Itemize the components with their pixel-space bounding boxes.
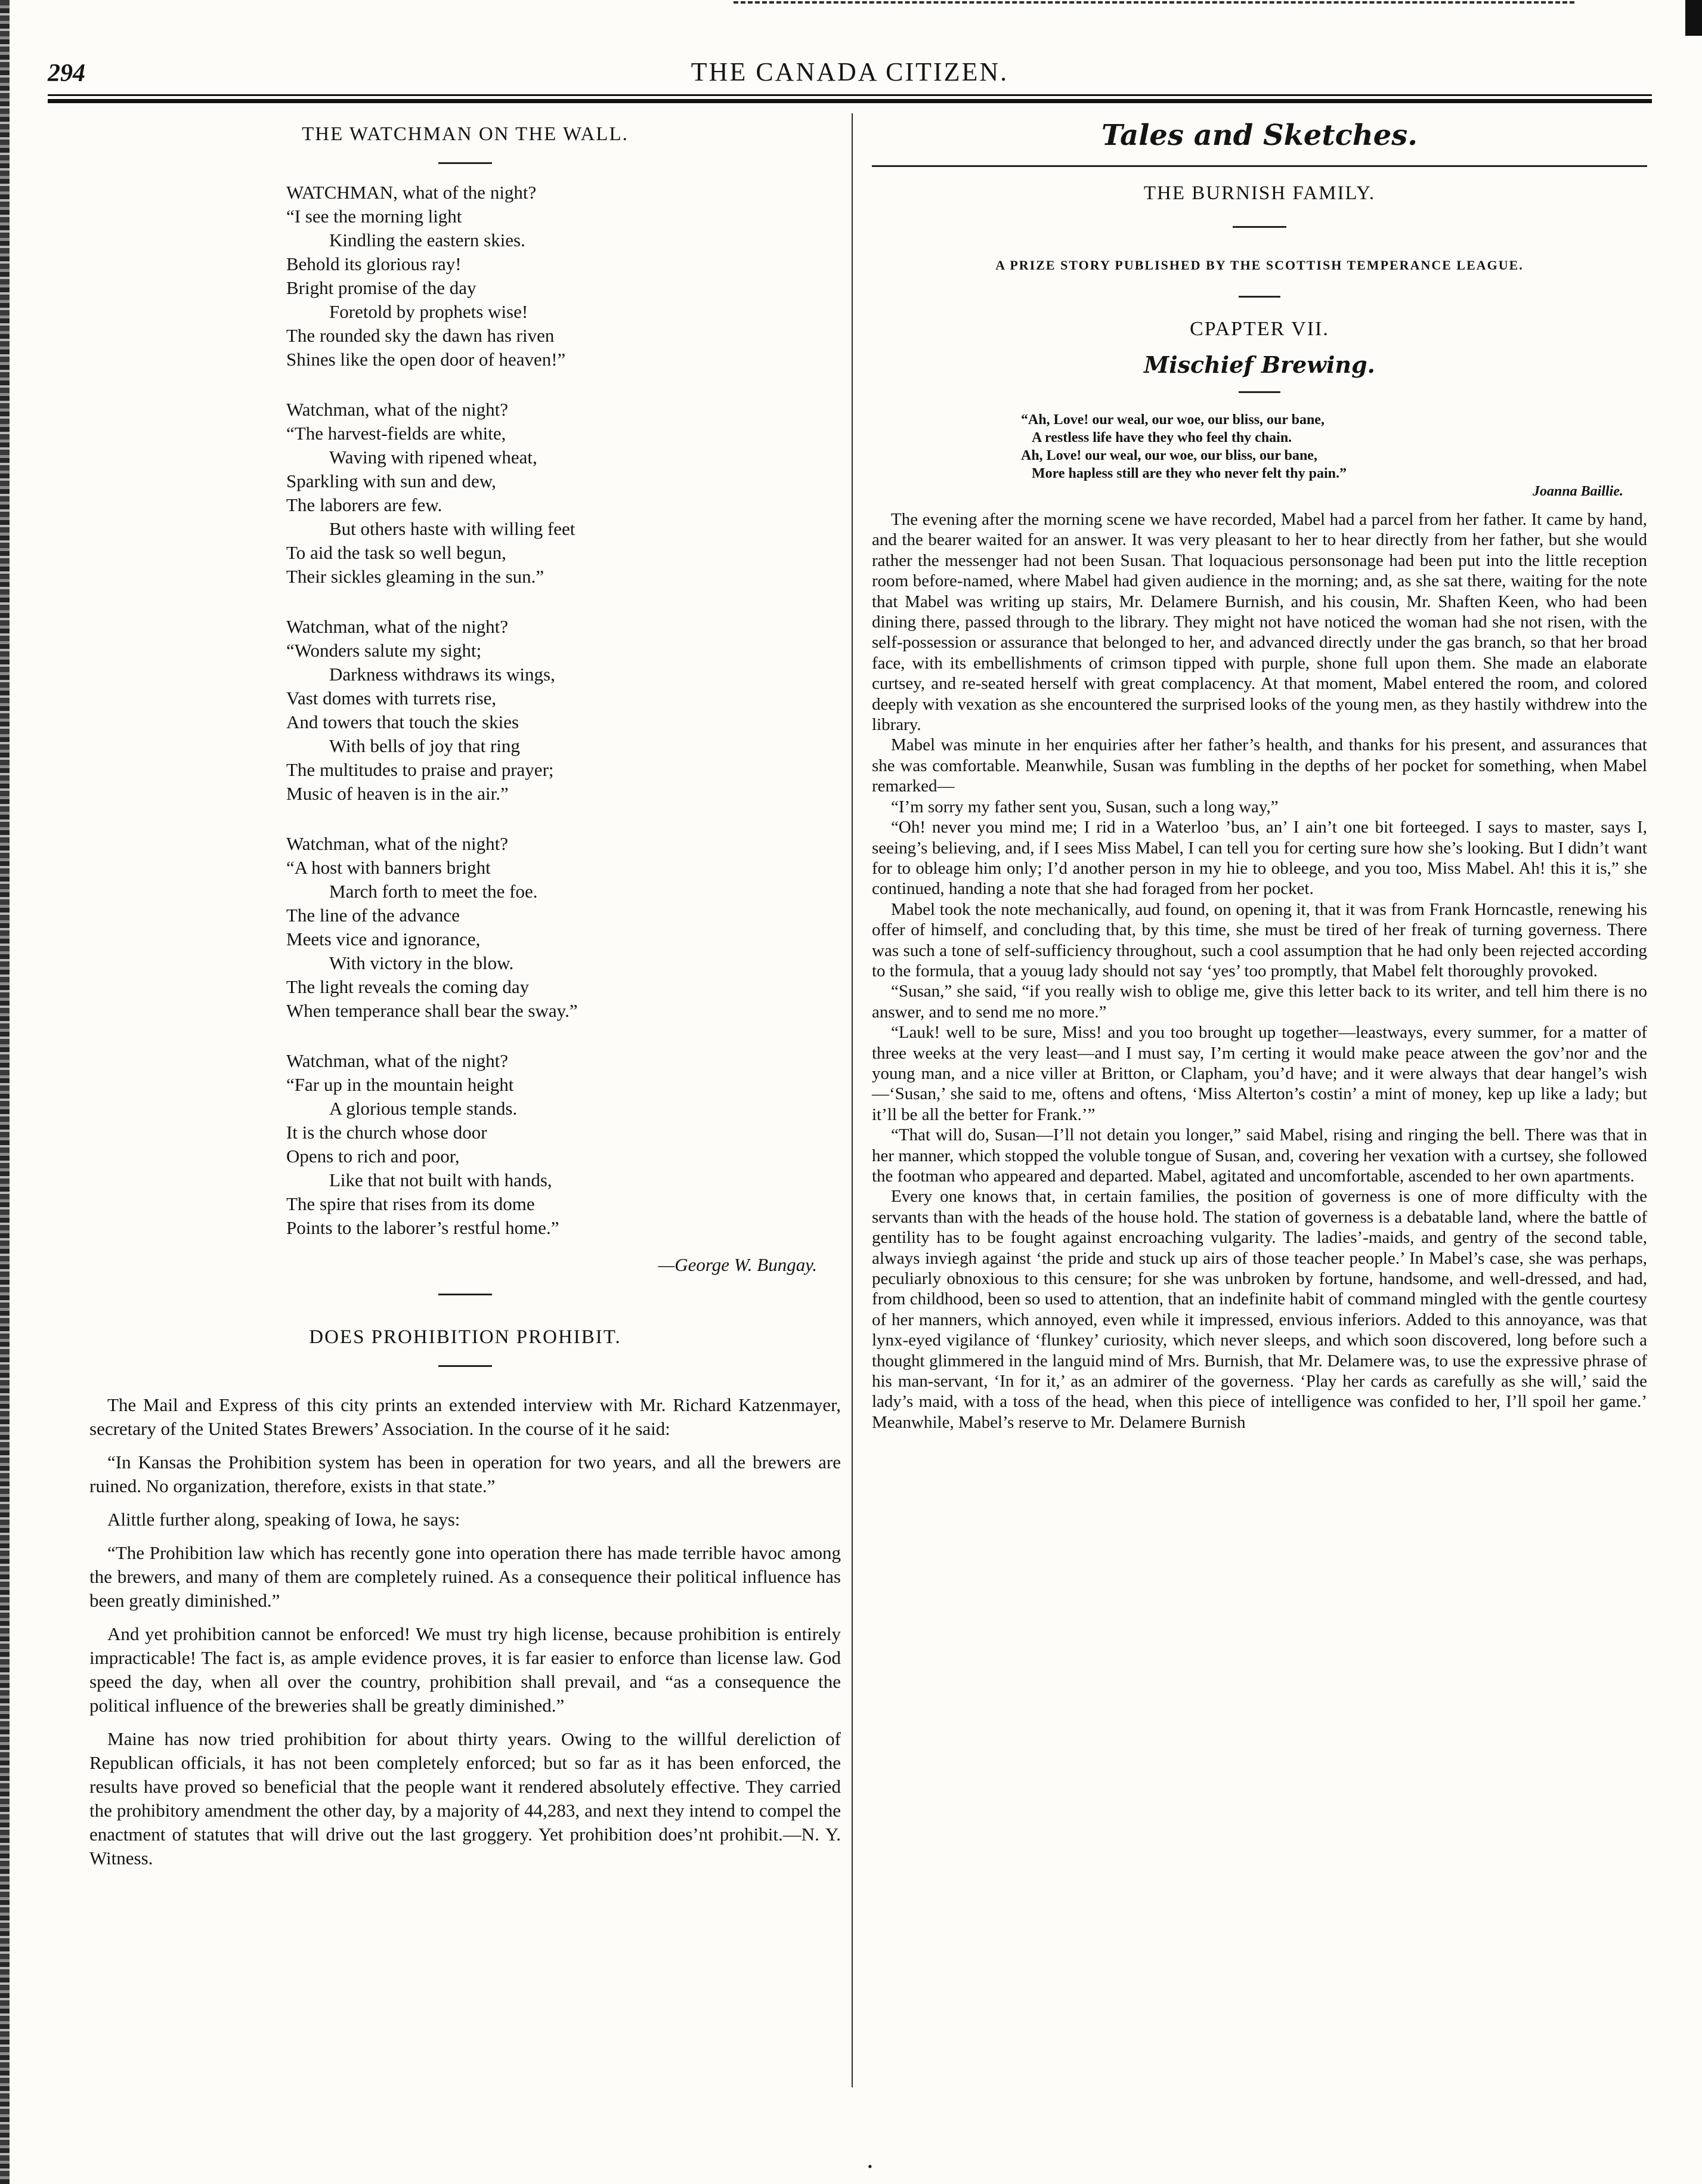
title-rule [438, 162, 492, 164]
poem-line: “I see the morning light [286, 206, 462, 227]
poem-line: The line of the advance [286, 905, 460, 926]
story-body [872, 509, 1647, 1433]
poem-line: Their sickles gleaming in the sun.” [286, 566, 544, 587]
epigraph-line: More hapless still are they who never felt thy pain.” [1032, 466, 1347, 481]
poem-line: Watchman, what of the night? [286, 616, 508, 637]
article-paragraph: Maine has now tried prohibition for about thirty years. Owing to the willful dereliction of Republican officials, it has not been completely enforced; but so far as it has been enforced, the results have proved so beneficial that the people want it rendered absolutely effective. They carried the prohibitory amendment the other day, by a majority of 44,283, and next they intend to compel the enactment of statutes that will drive out the last groggery. Yet prohibition does’nt prohibit.—N. Y. Witness. [89, 1728, 841, 1869]
poem-line: With bells of joy that ring [329, 735, 520, 756]
poem-line: Waving with ripened wheat, [329, 447, 537, 468]
poem-title: THE WATCHMAN ON THE WALL. [302, 123, 629, 145]
story-paragraph: Every one knows that, in certain families, the position of governess is one of more difficulty with the servants than with the heads of the house hold. The station of governess is a debatable land, where the battle of gentility has to be fought against encroaching vulgarity. The ladies’-maids, and gentry of the second table, always inviegh against ‘the pride and stuck up airs of those teacher people.’ In Mabel’s case, she was perhaps, peculiarly obnoxious to this censure; for she was unbroken by fortune, handsome, and well-dressed, and had, from childhood, been so used to attention, that an indefinite habit of command mingled with the gentle courtesy of her manners, which annoyed, even while it impressed, envious inferiors. Added to this annoyance, was that lynx-eyed vigilance of ‘flunkey’ curiosity, which never sleeps, and which soon discovered, long before such a thought glimmered in the languid mind of Mrs. Burnish, that Mr. Delamere was, to use the expressive phrase of his man-servant, ‘In for it,’ as an admirer of the governess. ‘Play her cards as carefully as she will,’ said the lady’s maid, with a toss of the head, when this piece of intelligence was confided to her, I’ll spoil her game.’ Meanwhile, Mabel’s reserve to Mr. Delamere Burnish [872, 1187, 1647, 1432]
article-paragraph: “The Prohibition law which has recently gone into operation there has made terrible havoc among the brewers, and many of them are completely ruined. As a consequence their political influence has been greatly diminished.” [89, 1542, 841, 1611]
poem-attribution: —George W. Bungay. [658, 1254, 817, 1275]
poem-line: Watchman, what of the night? [286, 1050, 508, 1071]
top-dashed-rule [734, 1, 1574, 6]
poem-line: The light reveals the coming day [286, 976, 530, 997]
poem-line: Sparkling with sun and dew, [286, 471, 496, 491]
poem-line: Watchman, what of the night? [286, 399, 508, 420]
story-paragraph: “Susan,” she said, “if you really wish to oblige me, give this letter back to its writer, and tell him there is no answer, and to send me no more.” [872, 982, 1647, 1022]
poem-line: “The harvest-fields are white, [286, 423, 506, 444]
poem-line: Opens to rich and poor, [286, 1146, 460, 1167]
poem-stanza [286, 398, 841, 589]
left-column [89, 116, 841, 1880]
poem-line: The spire that rises from its dome [286, 1193, 535, 1214]
story-paragraph: “Oh! never you mind me; I rid in a Waterloo ’bus, an’ I ain’t one bit forteeged. I says to master, says I, seeing’s believing, and, if I sees Miss Mabel, I can tell you for certing sure how she’s looking. But I didn’t want for to obleage him only; I’d another person in my hie to obleege, and you too, Miss Mabel. Ah! this it is,” she continued, handing a note that she had foraged from her pocket. [872, 818, 1647, 899]
poem-line: Meets vice and ignorance, [286, 929, 481, 949]
chapter-number: CPAPTER VII. [1190, 318, 1329, 340]
poem-line: With victory in the blow. [329, 952, 514, 973]
article-paragraph: And yet prohibition cannot be enforced! We must try high license, because prohibition is entirely impracticable! The fact is, as ample evidence proves, it is far easier to enforce than license law. God speed the day, when all over the country, prohibition shall prevail, and “as a consequence the political influence of the breweries shall be greatly diminished.” [89, 1623, 841, 1716]
poem-line: Bright promise of the day [286, 277, 476, 298]
poem-stanza [286, 832, 841, 1023]
poem-line: Watchman, what of the night? [286, 833, 508, 854]
masthead-rule-top [48, 94, 1652, 96]
poem-line: To aid the task so well begun, [286, 542, 506, 563]
section-heading: Tales and Sketches. [1101, 119, 1418, 152]
poem-line: The multitudes to praise and prayer; [286, 759, 554, 780]
story-paragraph: “That will do, Susan—I’ll not detain you longer,” said Mabel, rising and ringing the bell. There was that in her manner, which stopped the voluble tongue of Susan, and, covering her vexation with a curtsey, she followed the footman who appeared and departed. Mabel, agitated and uncomfortable, ascended to her own apartments. [872, 1125, 1647, 1186]
scan-edge-left [0, 0, 10, 2184]
section-heading-rule [872, 165, 1647, 167]
epigraph-author: Joanna Baillie. [1532, 484, 1623, 499]
story-paragraph: Mabel took the note mechanically, aud found, on opening it, that it was from Frank Horncastle, renewing his offer of himself, and concluding that, by this time, she must be tired of her freak of turning governess. There was such a tone of self-sufficiency throughout, such a cool assumption that he had only been rejected according to the formula, that a youug lady should not say ‘yes’ too promptly, that Mabel felt thoroughly provoked. [872, 899, 1647, 980]
bottom-dot: • [868, 2159, 872, 2174]
poem-line: When temperance shall bear the sway.” [286, 1000, 578, 1021]
page-number: 294 [48, 60, 85, 87]
poem-line: Music of heaven is in the air.” [286, 783, 509, 804]
poem-line: “Wonders salute my sight; [286, 640, 482, 661]
poem-line: WATCHMAN, what of the night? [286, 182, 537, 203]
article-paragraph: “In Kansas the Prohibition system has been in operation for two years, and all the brewers are ruined. No organization, therefore, exists in that state.” [89, 1452, 841, 1496]
column-divider [852, 113, 853, 2087]
poem-line: It is the church whose door [286, 1122, 487, 1143]
story-paragraph: The evening after the morning scene we have recorded, Mabel had a parcel from her father. It came by hand, and the bearer waited for an answer. It was very pleasant to her to hear directly from her father, but she would rather the messenger had not been Susan. That loquacious personsonage had been put into the little reception room before-named, where Mabel had given audience in the morning; and, as she sat there, waiting for the note that Mabel was writing up stairs, Mr. Delamere Burnish, and his cousin, Mr. Shaften Keen, who had been dining there, passed through to the library. They might not have noticed the woman had she not risen, with the self-possession or assurance that belonged to her, and advanced directly under the gas branch, so that her broad face, with its embellishments of crimson tipped with purple, shone full upon them. She made an elaborate curtsey, and re-seated herself with great complacency. At that moment, Mabel entered the room, and colored deeply with vexation as she encountered the surprised looks of the young men, as they hastily withdrew into the library. [872, 510, 1647, 735]
poem-line: Like that not built with hands, [329, 1170, 552, 1190]
poem-line: “A host with banners bright [286, 857, 491, 878]
story-title-rule [1233, 226, 1286, 228]
article-title: DOES PROHIBITION PROHIBIT. [309, 1326, 621, 1348]
poem-line: Kindling the eastern skies. [329, 230, 525, 250]
poem-line: March forth to meet the foe. [329, 881, 538, 902]
newspaper-title: THE CANADA CITIZEN. [691, 57, 1009, 86]
scan-edge-right [1685, 0, 1702, 36]
article-paragraph: The Mail and Express of this city prints an extended interview with Mr. Richard Katzenmayer, secretary of the United States Brewers’ Association. In the course of it he said: [89, 1394, 841, 1439]
masthead-rule-bottom [48, 99, 1652, 103]
poem-line: And towers that touch the skies [286, 711, 519, 732]
section-rule [438, 1294, 492, 1295]
poem-line: Behold its glorious ray! [286, 253, 462, 274]
chapter-rule [1239, 391, 1280, 393]
right-column [872, 116, 1647, 1433]
epigraph [1021, 411, 1647, 482]
article-title-rule [438, 1365, 492, 1367]
story-paragraph: “Lauk! well to be sure, Miss! and you too brought up together—leastways, every summer, for a matter of three weeks at the very least—and I must say, I’m certing it would make peace atween the gov’nor and the young man, and a nice viller at Britton, or Clapham, you’d have; and it were always that dear hangel’s wish—‘Susan,’ she said to me, oftens and oftens, ‘Miss Alterton’s costin’ a mint of money, kep up like a lady; but it’ll be all the better for Frank.’” [872, 1023, 1647, 1124]
poem-line: Darkness withdraws its wings, [329, 664, 555, 685]
poem-line: Foretold by prophets wise! [329, 301, 528, 322]
poem-stanza [286, 615, 841, 806]
story-subtitle: A PRIZE STORY PUBLISHED BY THE SCOTTISH TEMPERANCE LEAGUE. [995, 258, 1524, 273]
subtitle-rule [1239, 296, 1280, 298]
poem-stanza [286, 1049, 841, 1240]
story-title: THE BURNISH FAMILY. [1143, 182, 1376, 204]
story-paragraph: “I’m sorry my father sent you, Susan, such a long way,” [891, 797, 1279, 816]
poem [286, 181, 841, 1240]
story-paragraph: Mabel was minute in her enquiries after her father’s health, and thanks for his present, and assurances that she was comfortable. Meanwhile, Susan was fumbling in the depths of her pocket for something, when Mabel remarked— [872, 735, 1647, 796]
poem-line: But others haste with willing feet [329, 518, 575, 539]
article-body [89, 1393, 841, 1870]
epigraph-line: Ah, Love! our weal, our woe, our bliss, our bane, [1021, 448, 1317, 463]
poem-stanza [286, 181, 841, 372]
poem-line: The laborers are few. [286, 494, 442, 515]
poem-line: Shines like the open door of heaven!” [286, 349, 566, 370]
chapter-title: Mischief Brewing. [1144, 351, 1375, 378]
article-paragraph: Alittle further along, speaking of Iowa, he says: [107, 1509, 460, 1530]
masthead [48, 57, 1652, 92]
poem-line: The rounded sky the dawn has riven [286, 325, 555, 346]
epigraph-line: “Ah, Love! our weal, our woe, our bliss, our bane, [1021, 412, 1325, 428]
poem-line: A glorious temple stands. [329, 1098, 518, 1119]
epigraph-line: A restless life have they who feel thy chain. [1032, 430, 1292, 446]
poem-line: Vast domes with turrets rise, [286, 688, 497, 709]
poem-line: Points to the laborer’s restful home.” [286, 1217, 559, 1238]
poem-line: “Far up in the mountain height [286, 1074, 514, 1095]
